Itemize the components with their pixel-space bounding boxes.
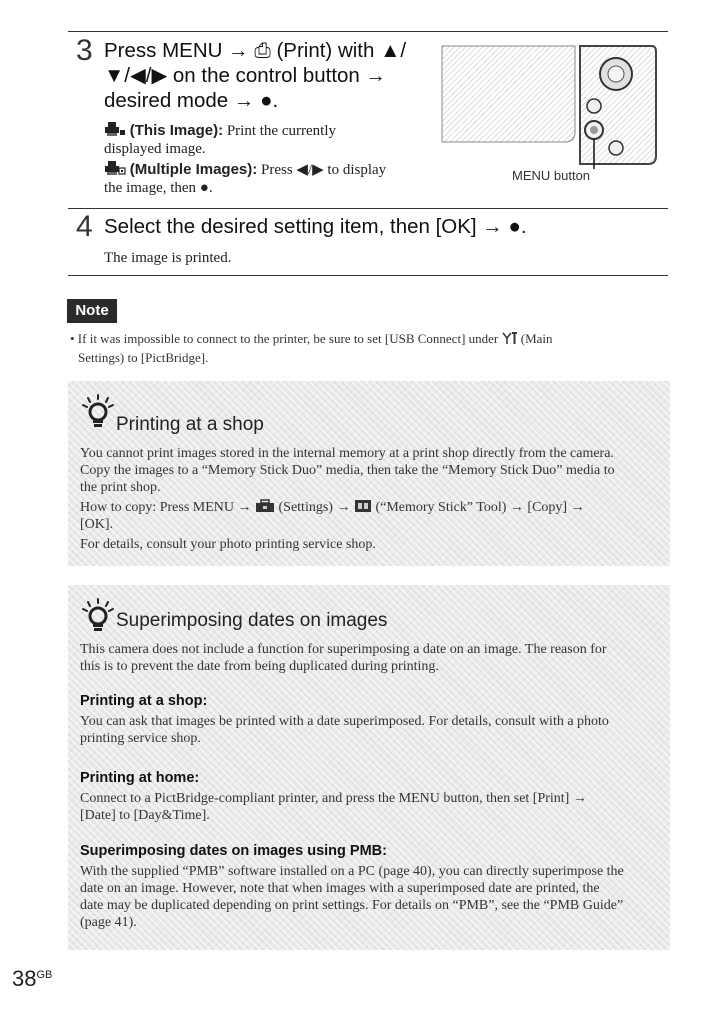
hint-body-line: You cannot print images stored in the internal memory at a print shop directly from the camera. bbox=[80, 446, 614, 461]
hint-body-line: the print shop. bbox=[80, 480, 161, 495]
this-image-desc-1: Print the currently bbox=[226, 123, 336, 139]
divider bbox=[68, 208, 668, 209]
hint-superimposing-dates bbox=[68, 585, 670, 950]
copy-instruction-start: How to copy: Press MENU → bbox=[80, 500, 252, 515]
step-3-line-2: ▼/◀/▶ on the control button → bbox=[104, 64, 387, 87]
multiple-images-desc-1: Press ◀/▶ to display bbox=[261, 162, 387, 178]
multiple-images-label: (Multiple Images): bbox=[129, 161, 258, 178]
this-image-label: (This Image): bbox=[129, 122, 224, 139]
hint-body-line: (page 41). bbox=[80, 915, 137, 930]
hint-body-line: date may be duplicated depending on print settings. For details on “PMB”, see the “PMB Guide” bbox=[80, 898, 624, 913]
hint-body-line: [OK]. bbox=[80, 517, 114, 532]
step-3-line-3: desired mode → ●. bbox=[104, 89, 279, 112]
hint-body-line: Connect to a PictBridge-compliant printer, and press the MENU button, then set [Print] → bbox=[80, 791, 587, 806]
copy-instruction-end: (“Memory Stick” Tool) → [Copy] → bbox=[375, 500, 585, 515]
tip-icon bbox=[80, 597, 116, 640]
hint-subheading: Superimposing dates on images using PMB: bbox=[80, 843, 387, 859]
hint-body-line: Copy the images to a “Memory Stick Duo” media, then take the “Memory Stick Duo” media to bbox=[80, 463, 615, 478]
note-text-line-1: • If it was impossible to connect to the printer, be sure to set [USB Connect] under bbox=[70, 331, 499, 346]
page-number-value: 38 bbox=[12, 966, 37, 991]
hint-title: Superimposing dates on images bbox=[116, 610, 388, 631]
note-text-line-2: Settings) to [PictBridge]. bbox=[78, 350, 209, 365]
hint-body-line: [Date] to [Day&Time]. bbox=[80, 808, 210, 823]
step-4-title: Select the desired setting item, then [OK] → ●. bbox=[104, 215, 527, 238]
note-text-line-1-end: (Main bbox=[520, 331, 553, 346]
page-number-suffix: GB bbox=[36, 969, 53, 981]
hint-body-line: You can ask that images be printed with a date superimposed. For details, consult with a photo bbox=[80, 714, 609, 729]
hint-body-line: For details, consult your photo printing service shop. bbox=[80, 537, 376, 552]
step-4-number: 4 bbox=[76, 210, 93, 243]
step-3-number: 3 bbox=[76, 34, 93, 67]
note-badge: Note bbox=[67, 299, 117, 323]
hint-body-line: printing service shop. bbox=[80, 731, 201, 746]
step-3-line-1: Press MENU → ⎙ (Print) with ▲/ bbox=[104, 39, 407, 62]
page-number bbox=[12, 966, 52, 992]
hint-body-line: This camera does not include a function for superimposing a date on an image. The reason for bbox=[80, 642, 607, 657]
step-4-description: The image is printed. bbox=[104, 250, 232, 266]
copy-instruction-mid: (Settings) → bbox=[278, 500, 351, 515]
hint-body-line: this is to prevent the date from being duplicated during printing. bbox=[80, 659, 439, 674]
hint-body-line: date on an image. However, note that when images with a superimposed date are printed, the bbox=[80, 881, 600, 896]
this-image-desc-2: displayed image. bbox=[104, 141, 206, 157]
tip-icon bbox=[80, 393, 116, 436]
main-settings-icon bbox=[502, 331, 518, 349]
hint-subheading: Printing at home: bbox=[80, 770, 200, 786]
hint-title: Printing at a shop bbox=[116, 414, 264, 435]
menu-button-caption: MENU button bbox=[512, 168, 591, 183]
hint-body-line: With the supplied “PMB” software installed on a PC (page 40), you can directly superimpose the bbox=[80, 864, 624, 879]
hint-subheading: Printing at a shop: bbox=[80, 693, 208, 709]
hint-printing-at-shop bbox=[68, 381, 670, 566]
top-rule bbox=[68, 31, 668, 32]
note-text bbox=[70, 330, 670, 366]
multiple-images-desc-2: the image, then ●. bbox=[104, 180, 213, 196]
divider bbox=[68, 275, 668, 276]
